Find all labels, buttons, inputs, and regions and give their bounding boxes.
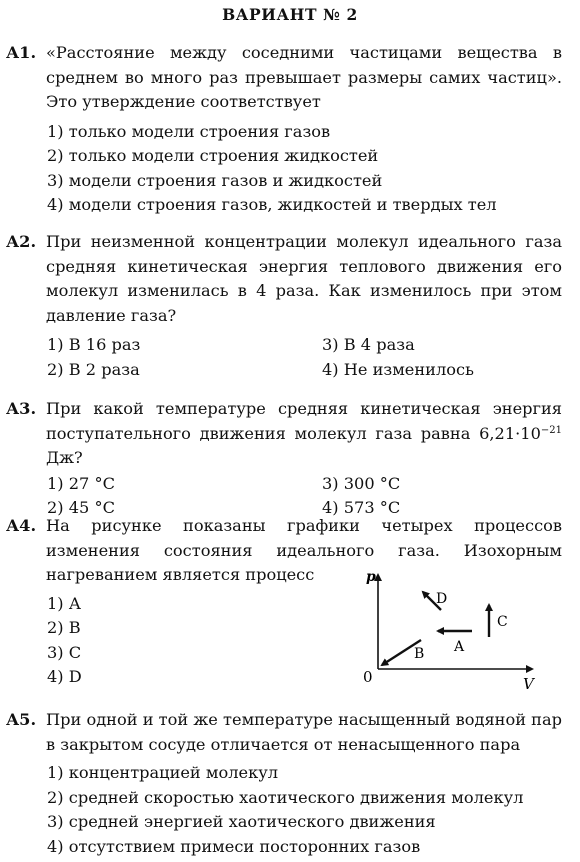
option: 2) 45 °С [47,498,115,517]
question-text: На рисунке показаны графики четырех процессов изменения состояния идеального газа. Изохорным нагреванием является процесс [46,516,562,584]
option: 3) модели строения газов и жидкостей [47,170,383,190]
question-number: А1. [6,43,37,62]
pv-diagram [355,565,540,695]
question-number: А5. [6,710,37,729]
option: 3) С [47,642,82,662]
question-text: «Расстояние между соседними частицами вещества в среднем во много раз превышает размеры самих частиц». Это утверждение соответствует [46,43,562,111]
option: 2) только модели строения жидкостей [47,146,379,165]
option: 4) отсутствием примеси посторонних газов [47,836,421,856]
question-text: При одной и той же температуре насыщенный водяной пар в закрытом сосуде отличается от ненасыщенного пара [46,710,562,754]
options-grid [47,333,562,382]
options-list [47,120,562,218]
process-c-label: C [497,614,508,630]
question-number: А3. [6,399,37,418]
option: 1) 27 °С [47,473,115,493]
axis-label-p: p [366,569,376,585]
page-title: ВАРИАНТ № 2 [222,5,358,24]
option: 2) средней скоростью хаотического движения молекул [47,787,524,807]
option: 1) А [47,593,82,613]
origin-label: 0 [363,668,373,686]
question-a5 [6,708,562,859]
option: 4) модели строения газов, жидкостей и твердых тел [47,195,497,214]
option: 3) 300 °С [322,473,401,493]
option: 1) В 16 раз [47,335,141,354]
question-a3 [6,397,562,521]
option: 2) В 2 раза [47,359,140,379]
question-number: А2. [6,232,37,251]
question-number: А4. [6,516,37,535]
option: 1) концентрацией молекул [47,763,278,782]
option: 3) средней энергией хаотического движения [47,812,436,831]
question-text: При неизменной концентрации молекул идеального газа средняя кинетическая энергия теплового движения его молекул изменилась в 4 раза. Как изменилось при этом давление газа? [46,232,562,325]
process-a-label: A [454,639,465,655]
process-b-label: B [414,646,425,662]
axis-label-v: V [523,675,534,693]
question-text: При какой температуре средняя кинетическая энергия поступательного движения молекул газа равна $6,21\cdot 10^{-21}$ Дж? [46,399,562,467]
option: 4) Не изменилось [322,359,474,379]
question-a2 [6,230,562,382]
process-d-label: D [436,591,448,607]
options-list [47,761,562,859]
option: 3) В 4 раза [322,335,415,354]
option: 1) только модели строения газов [47,121,331,141]
option: 2) В [47,618,81,637]
option: 4) 573 °С [322,498,401,517]
exponent: −21 [540,424,562,436]
option: 4) D [47,667,82,686]
question-a1 [6,41,562,218]
